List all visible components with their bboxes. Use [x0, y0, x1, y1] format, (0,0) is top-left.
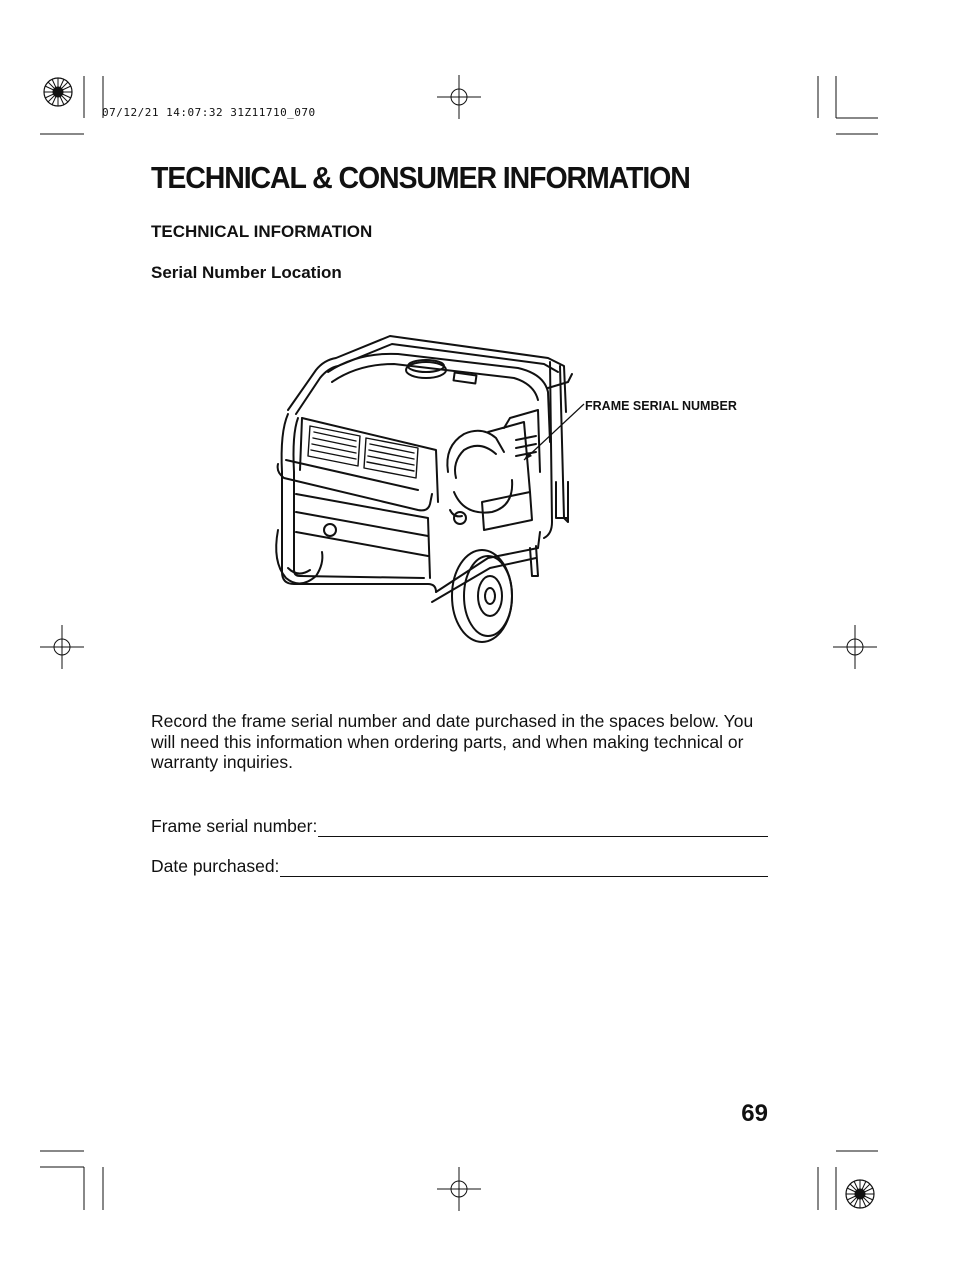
crosshair-target-icon	[437, 75, 481, 119]
generator-illustration	[268, 322, 748, 652]
date-purchased-label: Date purchased:	[151, 856, 280, 876]
frame-serial-number-label: Frame serial number:	[151, 816, 318, 836]
frame-serial-number-row	[151, 813, 768, 837]
date-purchased-row	[151, 853, 768, 877]
crosshair-target-icon	[437, 1167, 481, 1211]
date-purchased-field[interactable]	[280, 856, 768, 877]
frame-serial-number-callout: FRAME SERIAL NUMBER	[585, 399, 737, 413]
crosshair-target-icon	[833, 625, 877, 669]
section-heading: TECHNICAL INFORMATION	[151, 222, 373, 241]
print-timestamp: 07/12/21 14:07:32 31Z11710_070	[102, 106, 316, 119]
sub-heading: Serial Number Location	[151, 263, 342, 282]
page-number: 69	[741, 1100, 768, 1127]
sunburst-target-icon	[846, 1180, 874, 1208]
sunburst-target-icon	[44, 78, 72, 106]
crosshair-target-icon	[40, 625, 84, 669]
frame-serial-number-field[interactable]	[318, 816, 768, 837]
instructions-paragraph: Record the frame serial number and date purchased in the spaces below. You will need this information when ordering parts, and when making technical or warranty inquiries.	[151, 711, 754, 772]
page-title: TECHNICAL & CONSUMER INFORMATION	[151, 160, 690, 195]
